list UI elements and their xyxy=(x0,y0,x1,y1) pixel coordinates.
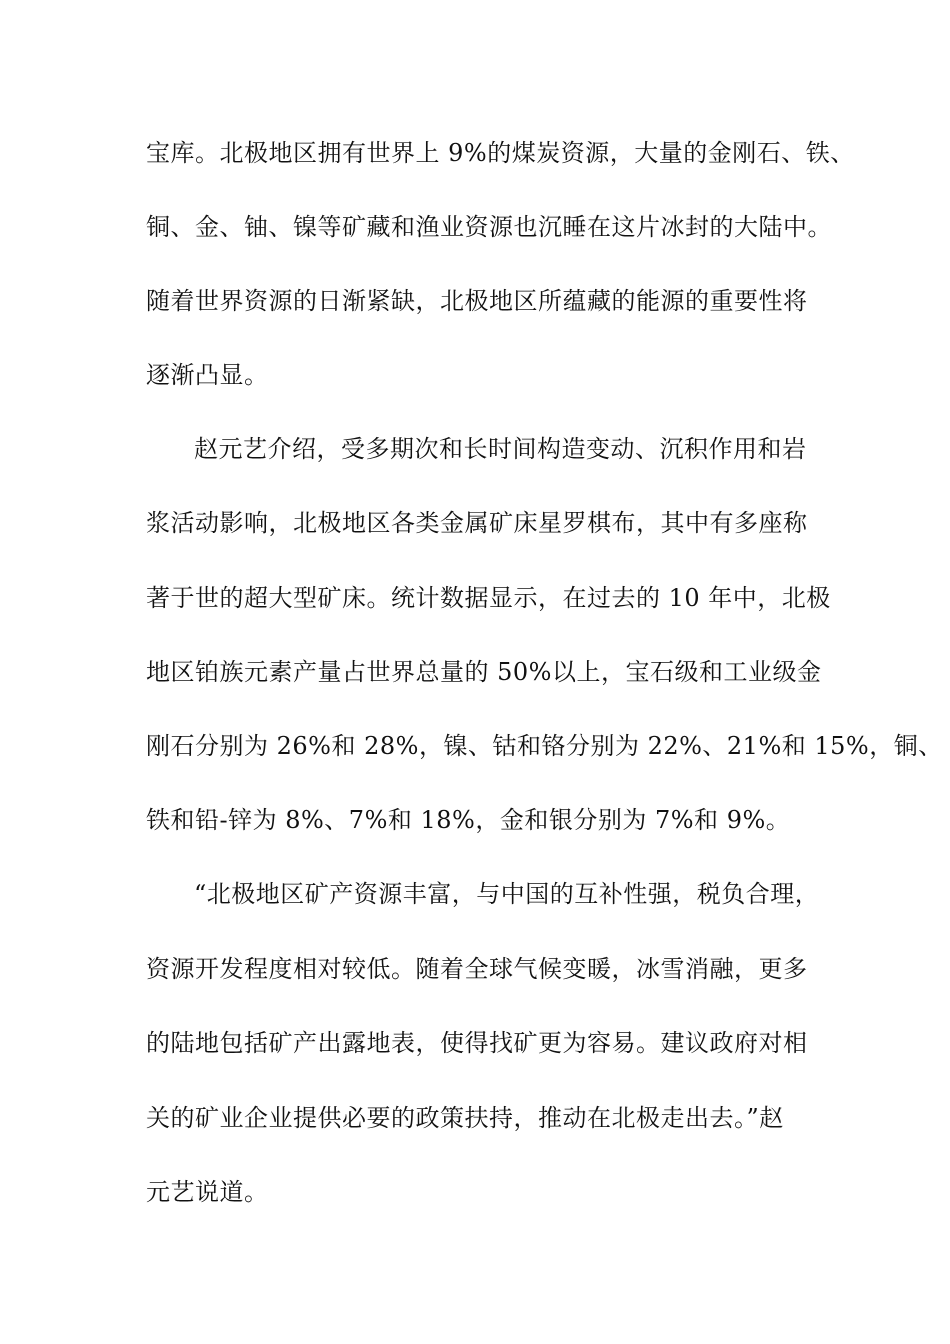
paragraph-2-line-6: 铁和铅-锌为 8%、7%和 18%，金和银分别为 7%和 9%。 xyxy=(146,806,791,834)
paragraph-1-line-3: 随着世界资源的日渐紧缺，北极地区所蕴藏的能源的重要性将 xyxy=(146,287,808,315)
paragraph-1-line-4: 逐渐凸显。 xyxy=(146,361,269,389)
paragraph-2-line-2: 浆活动影响，北极地区各类金属矿床星罗棋布，其中有多座称 xyxy=(146,509,808,537)
paragraph-3-line-4: 关的矿业企业提供必要的政策扶持，推动在北极走出去。”赵 xyxy=(146,1104,784,1132)
paragraph-2-line-3: 著于世的超大型矿床。统计数据显示，在过去的 10 年中，北极 xyxy=(146,584,831,612)
paragraph-3-line-1: “北极地区矿产资源丰富，与中国的互补性强，税负合理， xyxy=(194,880,820,908)
paragraph-2-line-1: 赵元艺介绍，受多期次和长时间构造变动、沉积作用和岩 xyxy=(194,435,807,463)
paragraph-3-line-2: 资源开发程度相对较低。随着全球气候变暖，冰雪消融，更多 xyxy=(146,955,808,983)
paragraph-3-line-3: 的陆地包括矿产出露地表，使得找矿更为容易。建议政府对相 xyxy=(146,1029,808,1057)
paragraph-1-line-2: 铜、金、铀、镍等矿藏和渔业资源也沉睡在这片冰封的大陆中。 xyxy=(146,213,832,241)
paragraph-1-line-1: 宝库。北极地区拥有世界上 9%的煤炭资源，大量的金刚石、铁、 xyxy=(146,139,855,167)
paragraph-3-line-5: 元艺说道。 xyxy=(146,1178,269,1206)
paragraph-2-line-5: 刚石分别为 26%和 28%，镍、钴和铬分别为 22%、21%和 15%，铜、 xyxy=(146,732,943,760)
paragraph-2-line-4: 地区铂族元素产量占世界总量的 50%以上，宝石级和工业级金 xyxy=(146,658,822,686)
